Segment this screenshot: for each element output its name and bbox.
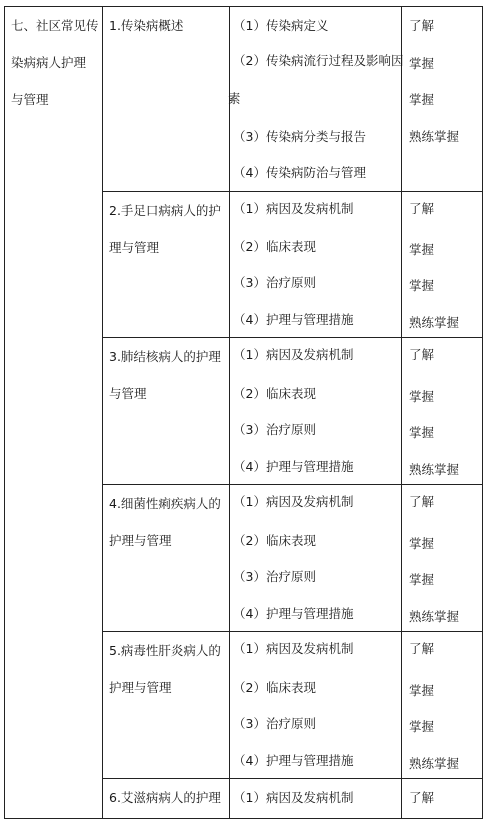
content-line: （1）病因及发病机制 <box>233 201 354 216</box>
content-line: （3）治疗原则 <box>233 569 316 584</box>
mastery-level: 熟练掌握 <box>409 462 460 477</box>
mastery-level: 熟练掌握 <box>409 129 460 144</box>
topic-line: 1.传染病概述 <box>109 18 184 33</box>
mastery-level: 了解 <box>409 347 435 362</box>
topic-line: 3.肺结核病人的护理 <box>109 349 221 364</box>
mastery-level: 熟练掌握 <box>409 315 460 330</box>
topic-line: 5.病毒性肝炎病人的 <box>109 643 221 658</box>
content-line: （1）传染病定义 <box>233 18 329 33</box>
content-line: （3）治疗原则 <box>233 422 316 437</box>
mastery-level: 了解 <box>409 18 435 33</box>
content-line: （2）临床表现 <box>233 533 316 548</box>
column-border <box>401 6 402 819</box>
topic-line: 护理与管理 <box>109 533 172 548</box>
topic-line: 护理与管理 <box>109 680 172 695</box>
content-line: （4）护理与管理措施 <box>233 459 354 474</box>
section-title-line: 与管理 <box>11 92 49 107</box>
mastery-level: 掌握 <box>409 572 435 587</box>
section-title-line: 七、社区常见传 <box>11 18 99 33</box>
mastery-level: 掌握 <box>409 92 435 107</box>
content-line: （4）护理与管理措施 <box>233 753 354 768</box>
mastery-level: 掌握 <box>409 683 435 698</box>
table-top-border <box>4 6 483 7</box>
column-border <box>4 6 5 819</box>
mastery-level: 掌握 <box>409 425 435 440</box>
table-bottom-border <box>4 818 483 819</box>
mastery-level: 掌握 <box>409 536 435 551</box>
mastery-level: 了解 <box>409 494 435 509</box>
content-line: （2）临床表现 <box>233 680 316 695</box>
mastery-level: 掌握 <box>409 389 435 404</box>
column-border <box>482 6 483 819</box>
mastery-level: 了解 <box>409 641 435 656</box>
content-line: （2）临床表现 <box>233 239 316 254</box>
group-separator <box>102 631 483 632</box>
mastery-level: 熟练掌握 <box>409 609 460 624</box>
group-separator <box>102 191 483 192</box>
content-line: 素 <box>228 91 241 106</box>
content-line: （2）临床表现 <box>233 386 316 401</box>
topic-line: 与管理 <box>109 386 147 401</box>
content-line: （1）病因及发病机制 <box>233 641 354 656</box>
topic-line: 2.手足口病病人的护 <box>109 203 221 218</box>
mastery-level: 了解 <box>409 201 435 216</box>
mastery-level: 掌握 <box>409 242 435 257</box>
topic-line: 理与管理 <box>109 240 160 255</box>
section-title-line: 染病病人护理 <box>11 55 87 70</box>
group-separator <box>102 778 483 779</box>
content-line: （4）护理与管理措施 <box>233 312 354 327</box>
column-border <box>229 6 230 819</box>
content-line: （2）传染病流行过程及影响因 <box>233 53 404 68</box>
topic-line: 4.细菌性痢疾病人的 <box>109 496 221 511</box>
topic-line: 6.艾滋病病人的护理 <box>109 790 221 805</box>
mastery-level: 掌握 <box>409 719 435 734</box>
mastery-level: 了解 <box>409 790 435 805</box>
mastery-level: 掌握 <box>409 278 435 293</box>
content-line: （1）病因及发病机制 <box>233 347 354 362</box>
content-line: （3）传染病分类与报告 <box>233 129 366 144</box>
mastery-level: 熟练掌握 <box>409 756 460 771</box>
content-line: （1）病因及发病机制 <box>233 790 354 805</box>
content-line: （1）病因及发病机制 <box>233 494 354 509</box>
mastery-level: 掌握 <box>409 56 435 71</box>
content-line: （4）传染病防治与管理 <box>233 165 366 180</box>
column-border <box>102 6 103 819</box>
group-separator <box>102 337 483 338</box>
content-line: （3）治疗原则 <box>233 275 316 290</box>
group-separator <box>102 484 483 485</box>
content-line: （3）治疗原则 <box>233 716 316 731</box>
content-line: （4）护理与管理措施 <box>233 606 354 621</box>
